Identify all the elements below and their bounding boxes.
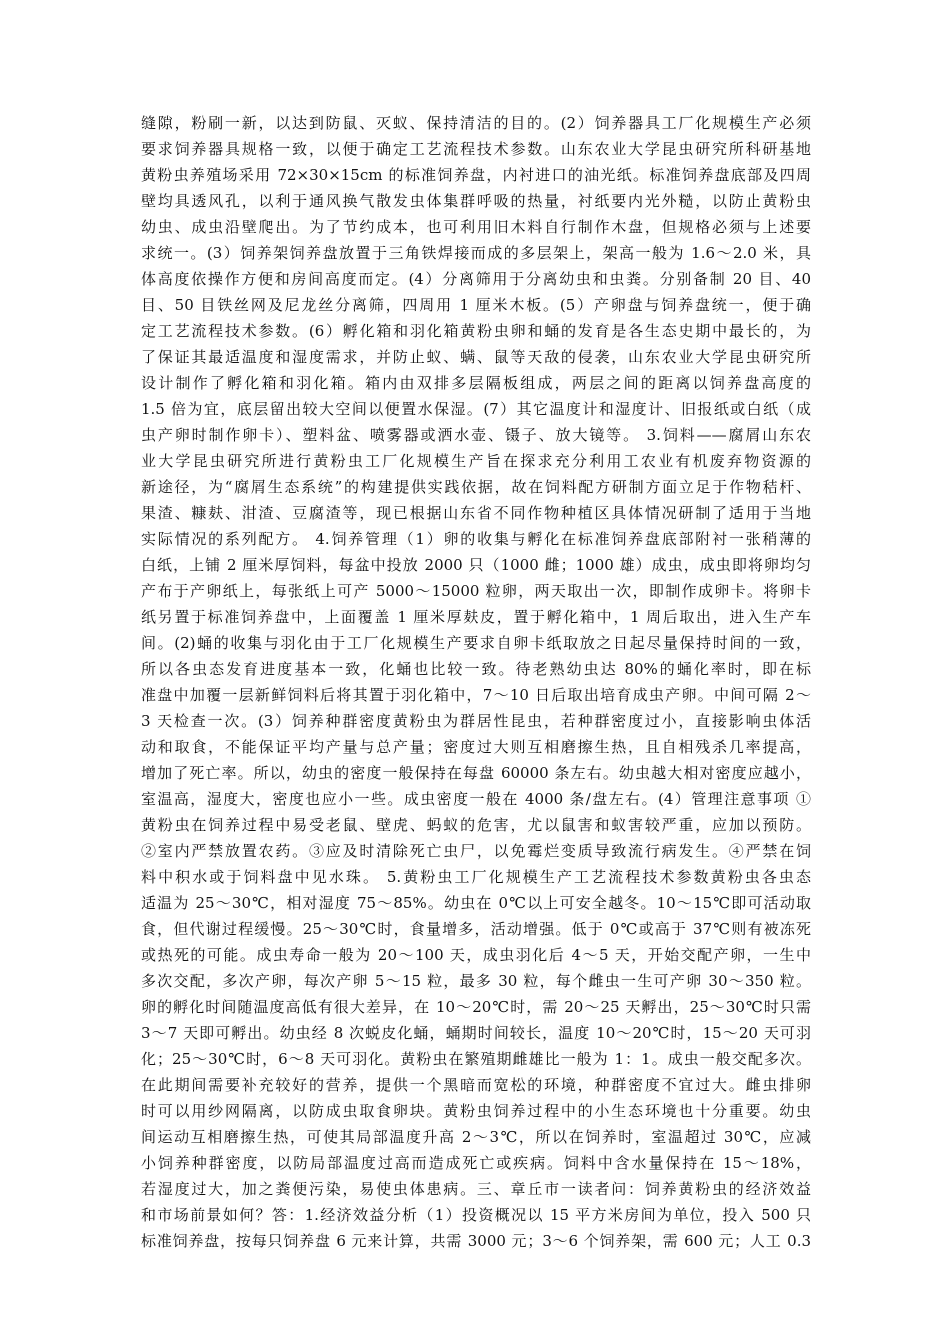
text-line: 食，但代谢过程缓慢。25～30℃时，食量增多，活动增强。低于 0℃或高于 37℃则有被冻死	[141, 920, 811, 938]
text-line: 要求饲养器具规格一致，以便于确定工艺流程技术参数。山东农业大学昆虫研究所科研基地	[141, 140, 811, 158]
text-line: 3 天检查一次。(3）饲养种群密度黄粉虫为群居性昆虫，若种群密度过小，直接影响虫体活	[141, 712, 811, 730]
text-line: 幼虫、成虫沿壁爬出。为了节约成本，也可利用旧木料自行制作木盘，但规格必须与上述要	[141, 218, 811, 236]
text-line: 3～7 天即可孵出。幼虫经 8 次蜕皮化蛹，蛹期时间较长，温度 10～20℃时，15～20 天可羽	[141, 1024, 811, 1042]
text-line: 增加了死亡率。所以，幼虫的密度一般保持在每盘 60000 条左右。幼虫越大相对密度应越小，	[141, 764, 811, 782]
text-line: 在此期间需要补充较好的营养，提供一个黑暗而宽松的环境，种群密度不宜过大。雌虫排卵	[141, 1076, 811, 1094]
text-line: 间。(2)蛹的收集与羽化由于工厂化规模生产要求自卵卡纸取放之日起尽量保持时间的一致，	[141, 634, 811, 652]
text-line: 定工艺流程技术参数。(6）孵化箱和羽化箱黄粉虫卵和蛹的发育是各生态史期中最长的，为	[141, 322, 811, 340]
text-line: 黄粉虫在饲养过程中易受老鼠、壁虎、蚂蚁的危害，尤以鼠害和蚁害较严重，应加以预防。	[141, 816, 811, 834]
text-line: 实际情况的系列配方。 4.饲养管理（1）卵的收集与孵化在标准饲养盘底部附衬一张稍薄的	[141, 530, 811, 548]
text-line: 多次交配，多次产卵，每次产卵 5～15 粒，最多 30 粒，每个雌虫一生可产卵 30～350 粒。	[141, 972, 811, 990]
text-line: 目、50 目铁丝网及尼龙丝分离筛，四周用 1 厘米木板。(5）产卵盘与饲养盘统一，便于确	[141, 296, 811, 314]
text-line: 料中积水或于饲料盘中见水珠。 5.黄粉虫工厂化规模生产工艺流程技术参数黄粉虫各虫态	[141, 868, 811, 886]
text-line: 白纸，上铺 2 厘米厚饲料，每盆中投放 2000 只（1000 雌；1000 雄）成虫，成虫即将卵均匀	[141, 556, 811, 574]
text-line: 果渣、糠麸、泔渣、豆腐渣等，现已根据山东省不同作物种植区具体情况研制了适用于当地	[141, 504, 811, 522]
text-line: 准盘中加覆一层新鲜饲料后将其置于羽化箱中，7～10 日后取出培育成虫产卵。中间可隔 2～	[141, 686, 811, 704]
text-line: 所以各虫态发育进度基本一致，化蛹也比较一致。待老熟幼虫达 80%的蛹化率时，即在标	[141, 660, 811, 678]
text-line: 室温高，湿度大，密度也应小一些。成虫密度一般在 4000 条/盘左右。(4）管理注意事项 ①	[141, 790, 811, 808]
text-line: 化；25～30℃时，6～8 天可羽化。黄粉虫在繁殖期雌雄比一般为 1：1。成虫一般交配多次。	[141, 1050, 811, 1068]
text-line: ②室内严禁放置农药。③应及时清除死亡虫尸，以免霉烂变质导致流行病发生。④严禁在饲	[141, 842, 811, 860]
text-line: 了保证其最适温度和湿度需求，并防止蚁、螨、鼠等天敌的侵袭，山东农业大学昆虫研究所	[141, 348, 811, 366]
text-line: 若湿度过大，加之粪便污染，易使虫体患病。三、章丘市一读者问：饲养黄粉虫的经济效益	[141, 1180, 811, 1198]
text-line: 求统一。(3）饲养架饲养盘放置于三角铁焊接而成的多层架上，架高一般为 1.6～2.0 米，具	[141, 244, 811, 262]
text-line: 动和取食，不能保证平均产量与总产量；密度过大则互相磨擦生热，且自相残杀几率提高，	[141, 738, 811, 756]
text-line: 标准饲养盘，按每只饲养盘 6 元来计算，共需 3000 元；3～6 个饲养架，需 600 元；人工 0.3	[141, 1232, 811, 1250]
text-line: 和市场前景如何？答：1.经济效益分析（1）投资概况以 15 平方米房间为单位，投入 500 只	[141, 1206, 811, 1224]
text-line: 壁均具透风孔，以利于通风换气散发虫体集群呼吸的热量，衬纸要内光外糙，以防止黄粉虫	[141, 192, 811, 210]
text-line: 虫产卵时制作卵卡）、塑料盆、喷雾器或洒水壶、镊子、放大镜等。 3.饲料——腐屑山东农	[141, 426, 811, 444]
text-line: 设计制作了孵化箱和羽化箱。箱内由双排多层隔板组成，两层之间的距离以饲养盘高度的	[141, 374, 811, 392]
text-line: 卵的孵化时间随温度高低有很大差异，在 10～20℃时，需 20～25 天孵出，25～30℃时只需	[141, 998, 811, 1016]
text-line: 时可以用纱网隔离，以防成虫取食卵块。黄粉虫饲养过程中的小生态环境也十分重要。幼虫	[141, 1102, 811, 1120]
text-line: 黄粉虫养殖场采用 72×30×15cm 的标准饲养盘，内衬进口的油光纸。标准饲养盘底部及四周	[141, 166, 811, 184]
text-line: 体高度依操作方便和房间高度而定。(4）分离筛用于分离幼虫和虫粪。分别备制 20 目、40	[141, 270, 811, 288]
text-line: 小饲养种群密度，以防局部温度过高而造成死亡或疾病。饲料中含水量保持在 15～18%，	[141, 1154, 811, 1172]
text-line: 1.5 倍为宜，底层留出较大空间以便置水保湿。(7）其它温度计和湿度计、旧报纸或白纸（成	[141, 400, 811, 418]
text-line: 适温为 25～30℃，相对湿度 75～85%。幼虫在 0℃以上可安全越冬。10～15℃即可活动取	[141, 894, 811, 912]
text-line: 或热死的可能。成虫寿命一般为 20～100 天，成虫羽化后 4～5 天，开始交配产卵，一生中	[141, 946, 811, 964]
text-line: 间运动互相磨擦生热，可使其局部温度升高 2～3℃，所以在饲养时，室温超过 30℃，应减	[141, 1128, 811, 1146]
text-line: 纸另置于标准饲养盘中，上面覆盖 1 厘米厚麸皮，置于孵化箱中，1 周后取出，进入生产车	[141, 608, 811, 626]
text-line: 业大学昆虫研究所进行黄粉虫工厂化规模生产旨在探求充分利用工农业有机废弃物资源的	[141, 452, 811, 470]
text-line: 缝隙，粉刷一新，以达到防鼠、灭蚁、保持清洁的目的。(2）饲养器具工厂化规模生产必须	[141, 114, 811, 132]
body-text	[141, 110, 811, 1254]
text-line: 新途径，为“腐屑生态系统”的构建提供实践依据，故在饲料配方研制方面立足于作物秸杆、	[141, 478, 811, 496]
text-line: 产布于产卵纸上，每张纸上可产 5000～15000 粒卵，两天取出一次，即制作成卵卡。将卵卡	[141, 582, 811, 600]
